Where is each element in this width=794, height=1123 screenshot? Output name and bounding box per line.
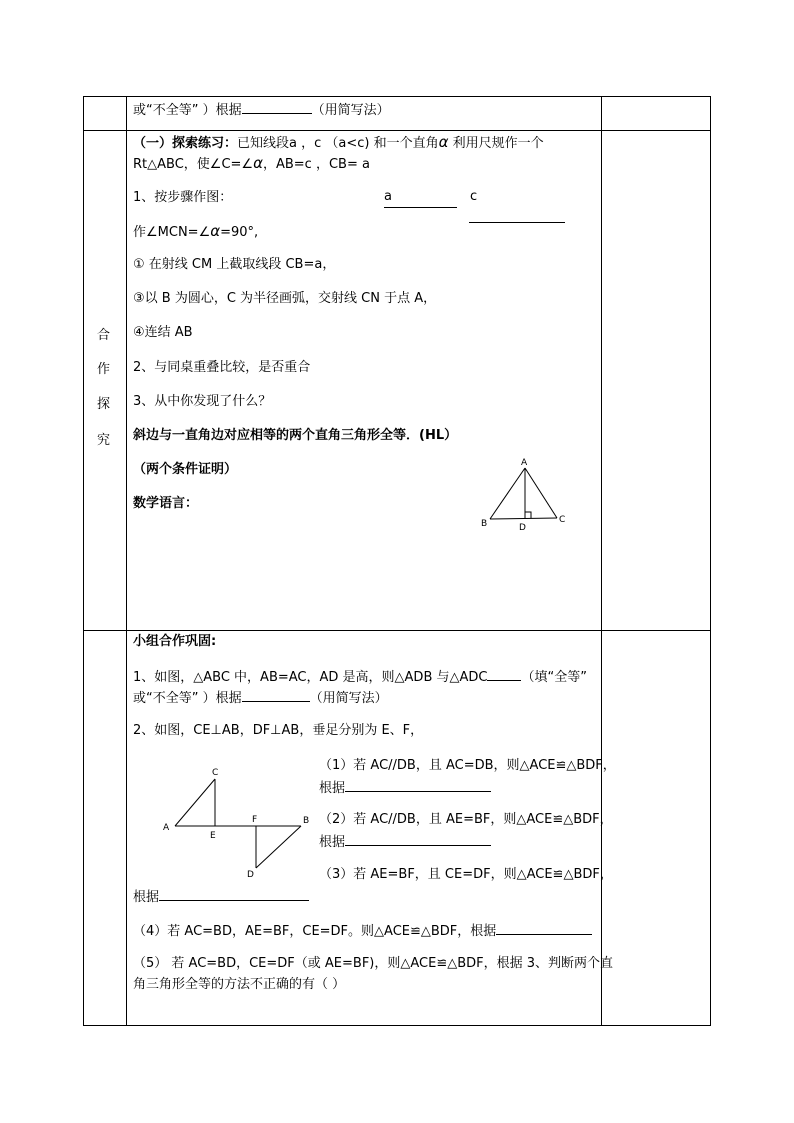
explore-line-1-text: 已知线段a ，c （a<c) 和一个直角: [237, 136, 439, 151]
step-iv: ④连结 AB: [133, 325, 193, 340]
q2-part-5-line-1: （5） 若 AC=BD，CE=DF（或 AE=BF)，则△ACE≌△BDF，根据 3、判断两个直: [133, 956, 614, 971]
alpha-symbol-2: α: [253, 154, 263, 172]
q2-part-3-blank[interactable]: [159, 887, 309, 901]
step-make-angle: [133, 222, 258, 242]
math-language-label: 数学语言：: [133, 496, 199, 511]
section-label-2: 作: [97, 362, 111, 377]
q1-line-1-pre: 1、如图，△ABC 中，AB=AC，AD 是高，则△ADB 与△ADC: [133, 670, 488, 685]
q2-part-4: [133, 921, 592, 941]
row1-text-post: （用简写法）: [311, 103, 390, 118]
q2-part-2: （2）若 AC//DB，且 AE=BF，则△ACE≌△BDF，: [319, 812, 613, 827]
fig1-label-a: A: [521, 458, 528, 468]
fig2-label-c: C: [212, 768, 219, 778]
row1-text-pre: 或“不全等” ）根据: [133, 103, 242, 118]
fig1-right-angle-mark: [525, 512, 531, 518]
q1-answer-blank-1[interactable]: [487, 667, 521, 681]
fig1-side-ac: [525, 468, 557, 518]
explore-line-2-text: Rt△ABC，使∠C=∠: [133, 157, 254, 172]
fig2-label-a: A: [163, 823, 170, 833]
step-make-pre: 作∠MCN=∠: [133, 225, 211, 240]
row-divider-1: [83, 130, 711, 131]
fig2-label-d: D: [247, 870, 254, 880]
q2-part-3-basis: [133, 887, 309, 907]
fig1-label-c: C: [559, 515, 566, 525]
q1-line-2: [133, 688, 388, 708]
q1-line-2-post: （用简写法）: [309, 691, 388, 706]
explore-line-1-end: 利用尺规作一个: [452, 136, 544, 151]
q2-part-1-blank[interactable]: [345, 778, 491, 792]
triangle-figure-1: [473, 456, 573, 536]
q1-answer-blank-2[interactable]: [242, 688, 310, 702]
hl-theorem: 斜边与一直角边对应相等的两个直角三角形全等．(HL）: [133, 428, 458, 443]
fig1-side-bc: [490, 518, 557, 519]
q2-part-2-basis-label: 根据: [319, 835, 346, 850]
group-title: 小组合作巩固:: [133, 634, 217, 649]
step-3: 3、从中你发现了什么？: [133, 394, 272, 409]
q2-stem: 2、如图，CE⊥AB，DF⊥AB，垂足分别为 E、F，: [133, 723, 424, 738]
fig2-label-b: B: [303, 816, 310, 826]
q2-part-1: （1）若 AC//DB，且 AC=DB，则△ACE≌△BDF，: [319, 758, 616, 773]
q2-part-1-basis-label: 根据: [319, 781, 346, 796]
fig2-label-f: F: [252, 815, 258, 825]
segment-a-label: a: [384, 189, 392, 204]
segment-c: [469, 222, 565, 223]
step-make-post: =90°,: [220, 225, 259, 240]
fig2-segment-ac: [175, 779, 215, 826]
section-label-1: 合: [97, 328, 111, 343]
alpha-symbol: α: [438, 133, 449, 151]
q2-part-1-basis: [319, 778, 491, 798]
section-label-3: 探: [97, 397, 111, 412]
fig2-label-e: E: [210, 831, 216, 841]
row1-answer-blank[interactable]: [242, 100, 312, 114]
column-divider-left: [126, 96, 127, 1026]
triangle-figure-2: [153, 764, 313, 884]
q2-part-4-blank[interactable]: [496, 921, 592, 935]
segment-c-label: c: [470, 189, 478, 204]
lesson-table: [83, 96, 711, 1026]
explore-line-2-end: ，AB=c ，CB= a: [262, 157, 370, 172]
q2-part-2-basis: [319, 832, 491, 852]
q1-line-1-post: （填“全等”: [521, 670, 587, 685]
fig2-segment-db: [256, 826, 301, 868]
alpha-symbol-3: α: [210, 222, 221, 240]
step-i: ① 在射线 CM 上截取线段 CB=a，: [133, 257, 336, 272]
row-divider-2: [83, 630, 711, 631]
q1-line-2-pre: 或“不全等” ）根据: [133, 691, 242, 706]
segment-a: [384, 207, 457, 208]
explore-title: （一）探索练习：: [133, 136, 238, 151]
column-divider-right: [601, 96, 602, 1026]
explore-line-1: [133, 133, 544, 153]
q2-part-3: （3）若 AE=BF，且 CE=DF，则△ACE≌△BDF，: [319, 867, 613, 882]
explore-line-2: [133, 154, 370, 174]
q2-part-3-basis-label: 根据: [133, 890, 160, 905]
fig1-label-b: B: [481, 519, 488, 529]
step-1: 1、按步骤作图：: [133, 190, 233, 205]
step-iii: ③以 B 为圆心，C 为半径画弧，交射线 CN 于点 A，: [133, 291, 437, 306]
step-2: 2、与同桌重叠比较，是否重合: [133, 360, 311, 375]
fig1-label-d: D: [519, 523, 526, 533]
proof-note: （两个条件证明）: [133, 462, 238, 477]
q2-part-2-blank[interactable]: [345, 832, 491, 846]
q2-part-4-text: （4）若 AC=BD，AE=BF，CE=DF。则△ACE≌△BDF，根据: [133, 924, 497, 939]
q2-part-5-line-2: 角三角形全等的方法不正确的有（ ）: [133, 977, 346, 992]
section-label-4: 究: [97, 433, 111, 448]
fig1-side-ab: [490, 468, 525, 519]
row1-text: [133, 100, 390, 120]
q1-line-1: [133, 667, 587, 687]
